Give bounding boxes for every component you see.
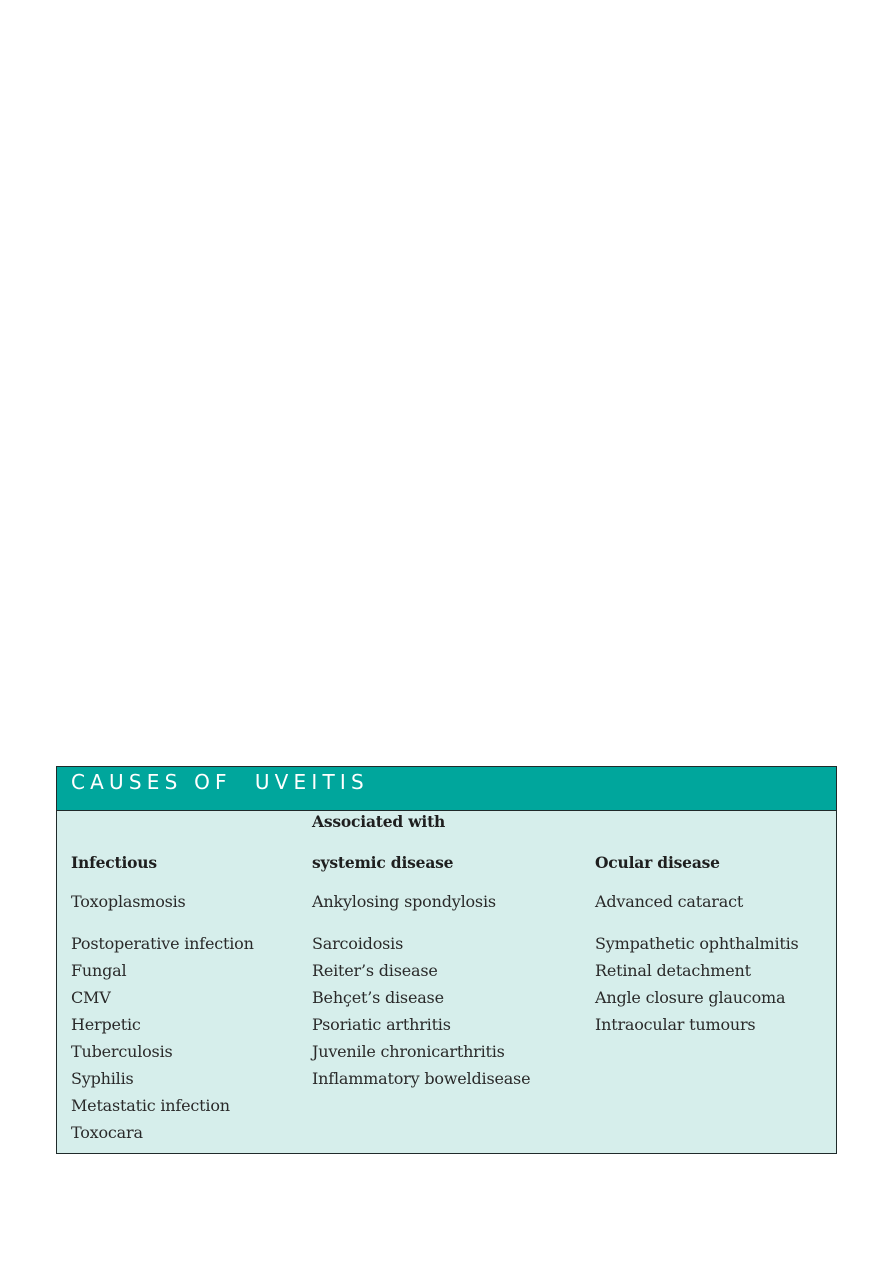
ocular-first-item: Advanced cataract xyxy=(595,892,744,911)
list-item: Sympathetic ophthalmitis xyxy=(595,934,799,953)
list-item: Herpetic xyxy=(71,1015,141,1034)
list-item: Reiter’s disease xyxy=(312,961,438,980)
box-title-bar xyxy=(57,767,836,811)
systemic-first-item: Ankylosing spondylosis xyxy=(312,892,496,911)
ocular-list xyxy=(595,930,799,1038)
list-item: Juvenile chronicarthritis xyxy=(312,1042,505,1061)
list-item: Inflammatory boweldisease xyxy=(312,1069,531,1088)
list-item: Angle closure glaucoma xyxy=(595,988,786,1007)
infectious-first-item: Toxoplasmosis xyxy=(71,892,186,911)
box-title: CAUSES OF UVEITIS xyxy=(71,770,369,794)
heading-ocular: Ocular disease xyxy=(595,853,720,872)
list-item: Syphilis xyxy=(71,1069,134,1088)
list-item: Behçet’s disease xyxy=(312,988,444,1007)
list-item: Sarcoidosis xyxy=(312,934,404,953)
list-item: Toxocara xyxy=(71,1123,143,1142)
list-item: Postoperative infection xyxy=(71,934,254,953)
list-item: Intraocular tumours xyxy=(595,1015,756,1034)
heading-infectious: Infectious xyxy=(71,853,157,872)
causes-of-uveitis-box xyxy=(56,766,837,1154)
list-item: Fungal xyxy=(71,961,127,980)
list-item: Psoriatic arthritis xyxy=(312,1015,451,1034)
heading-systemic-line2: systemic disease xyxy=(312,853,454,872)
heading-systemic-line1: Associated with xyxy=(312,812,446,831)
systemic-list xyxy=(312,930,530,1092)
list-item: Tuberculosis xyxy=(71,1042,173,1061)
infectious-list xyxy=(71,930,254,1146)
list-item: Metastatic infection xyxy=(71,1096,230,1115)
list-item: CMV xyxy=(71,988,111,1007)
list-item: Retinal detachment xyxy=(595,961,751,980)
